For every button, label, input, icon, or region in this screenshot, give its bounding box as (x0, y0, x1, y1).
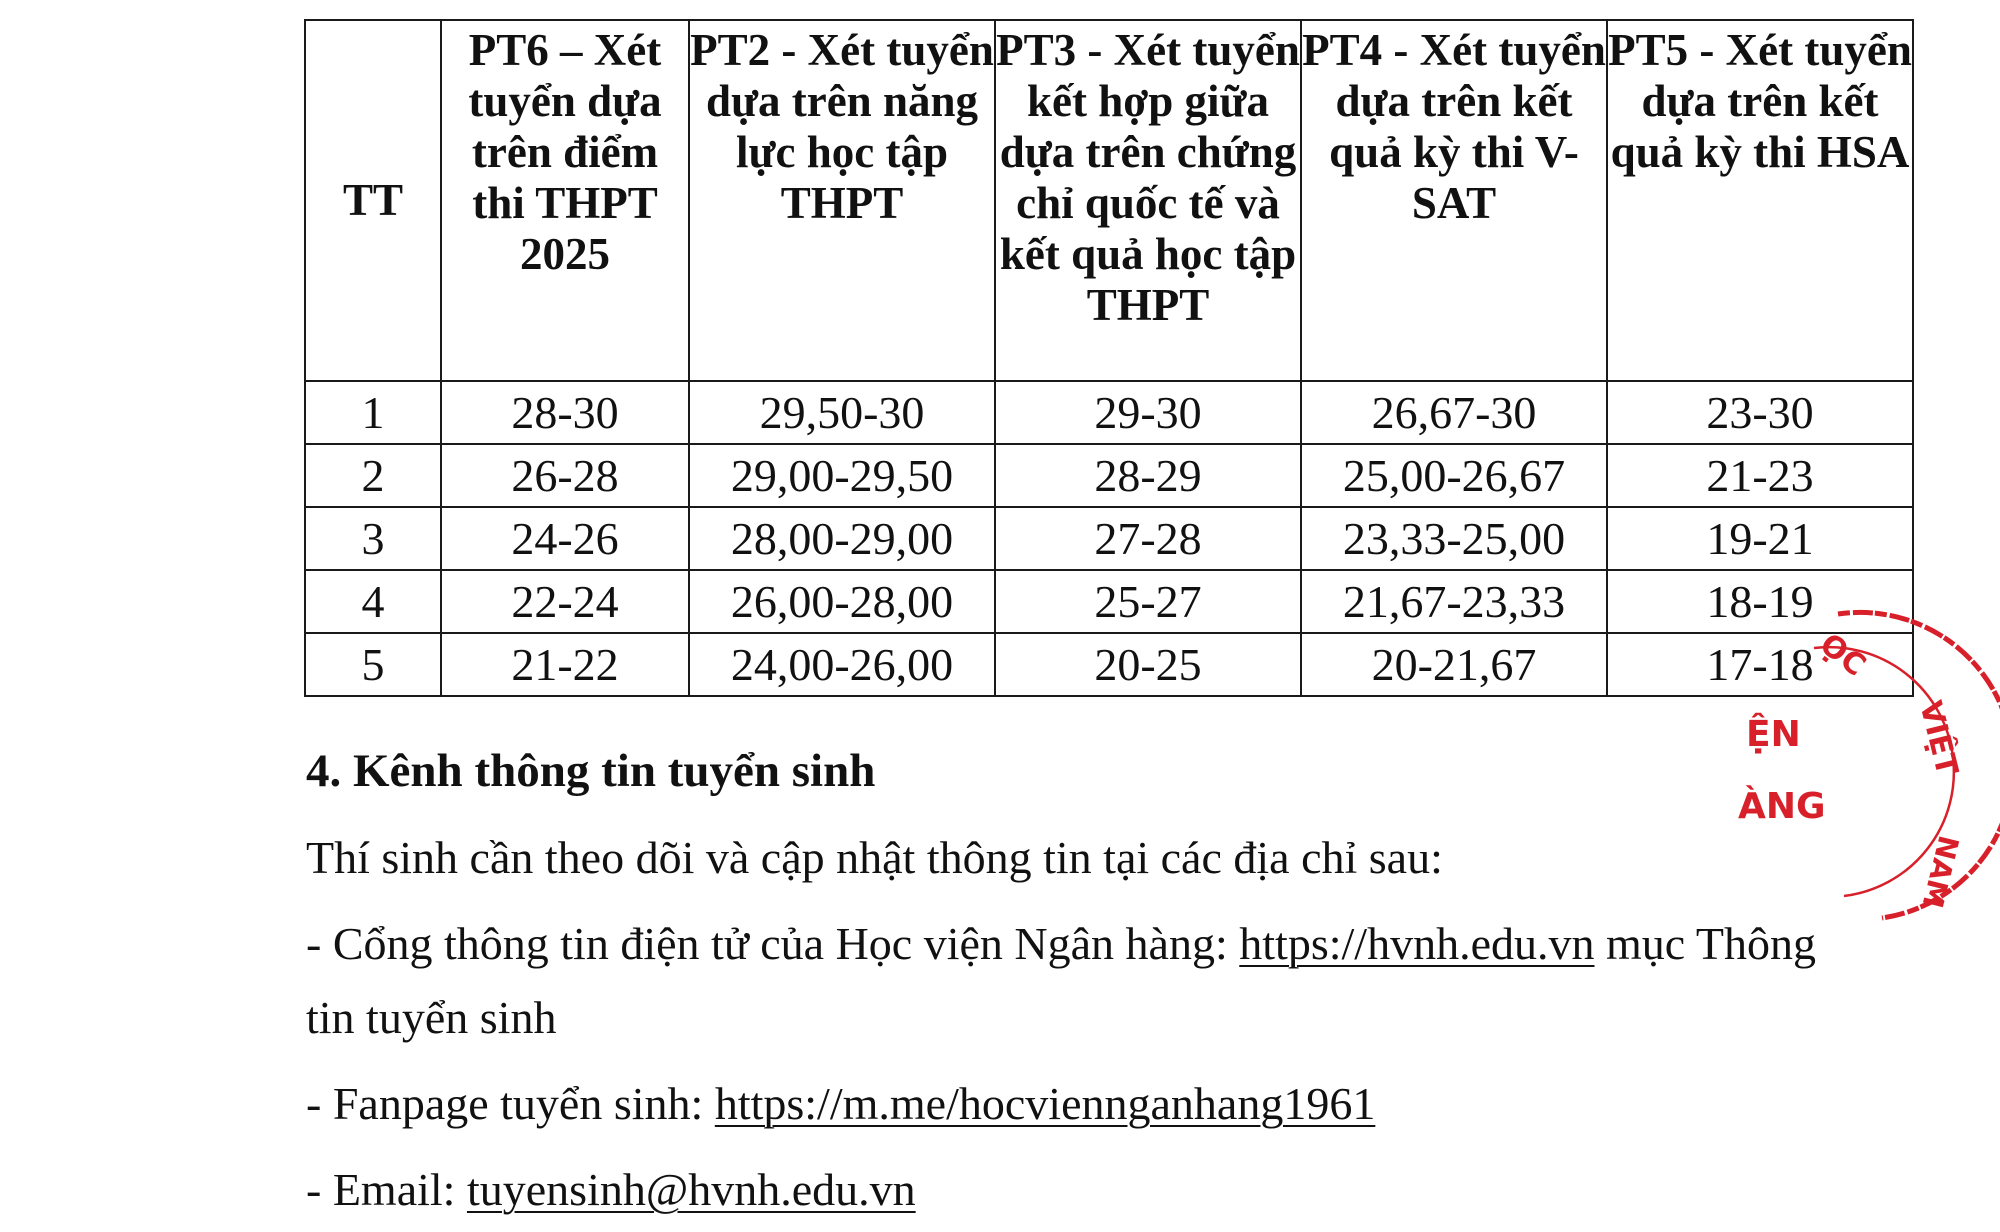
email-prefix: - Email: (306, 1164, 467, 1215)
cell-pt3: 27-28 (995, 507, 1301, 570)
svg-text:NAM: NAM (1915, 832, 1966, 912)
table-row (305, 444, 1913, 507)
cell-pt4: 20-21,67 (1301, 633, 1607, 696)
cell-pt4: 23,33-25,00 (1301, 507, 1607, 570)
fanpage-link[interactable]: https://m.me/hocviennganhang1961 (714, 1078, 1376, 1129)
svg-text:ÀNG: ÀNG (1738, 786, 1826, 827)
email-link[interactable]: tuyensinh@hvnh.edu.vn (466, 1164, 916, 1215)
intro-paragraph: Thí sinh cần theo dõi và cập nhật thông tin tại các địa chỉ sau: (306, 832, 1443, 883)
cell-tt: 1 (305, 381, 441, 444)
cell-pt5: 21-23 (1607, 444, 1913, 507)
header-pt6: PT6 – Xét tuyển dựa trên điểm thi THPT 2025 (441, 20, 689, 381)
fanpage-line (306, 1076, 1375, 1132)
portal-line-continued: tin tuyển sinh (306, 992, 557, 1043)
section-heading: 4. Kênh thông tin tuyển sinh (306, 745, 876, 797)
cell-pt3: 25-27 (995, 570, 1301, 633)
svg-text:ỆN: ỆN (1746, 714, 1801, 755)
cell-pt2: 26,00-28,00 (689, 570, 995, 633)
cell-pt5: 17-18 (1607, 633, 1913, 696)
portal-link[interactable]: https://hvnh.edu.vn (1239, 918, 1595, 969)
cell-pt6: 21-22 (441, 633, 689, 696)
table-row (305, 507, 1913, 570)
header-pt2: PT2 - Xét tuyển dựa trên năng lực học tập THPT (689, 20, 995, 381)
email-line (306, 1162, 916, 1218)
cell-pt6: 24-26 (441, 507, 689, 570)
svg-text:VIỆT: VIỆT (1912, 697, 1965, 780)
header-tt: TT (305, 20, 441, 381)
table-row (305, 381, 1913, 444)
score-conversion-table (304, 19, 1914, 697)
cell-pt3: 28-29 (995, 444, 1301, 507)
cell-pt4: 21,67-23,33 (1301, 570, 1607, 633)
fanpage-prefix: - Fanpage tuyển sinh: (306, 1078, 715, 1129)
header-pt5: PT5 - Xét tuyển dựa trên kết quả kỳ thi HSA (1607, 20, 1913, 381)
cell-tt: 4 (305, 570, 441, 633)
cell-pt2: 28,00-29,00 (689, 507, 995, 570)
cell-pt6: 22-24 (441, 570, 689, 633)
cell-pt4: 26,67-30 (1301, 381, 1607, 444)
portal-suffix: mục Thông (1594, 918, 1816, 969)
cell-tt: 3 (305, 507, 441, 570)
table-row (305, 633, 1913, 696)
portal-line (306, 916, 1816, 972)
cell-pt5: 23-30 (1607, 381, 1913, 444)
portal-prefix: - Cổng thông tin điện tử của Học viện Ngân hàng: (306, 918, 1240, 969)
cell-tt: 2 (305, 444, 441, 507)
svg-text:ỌC: ỌC (1813, 626, 1873, 684)
cell-pt4: 25,00-26,67 (1301, 444, 1607, 507)
table-header-row (305, 20, 1913, 381)
cell-tt: 5 (305, 633, 441, 696)
header-pt4: PT4 - Xét tuyển dựa trên kết quả kỳ thi V-SAT (1301, 20, 1607, 381)
cell-pt3: 29-30 (995, 381, 1301, 444)
cell-pt2: 24,00-26,00 (689, 633, 995, 696)
cell-pt6: 26-28 (441, 444, 689, 507)
cell-pt5: 18-19 (1607, 570, 1913, 633)
cell-pt2: 29,00-29,50 (689, 444, 995, 507)
cell-pt6: 28-30 (441, 381, 689, 444)
cell-pt3: 20-25 (995, 633, 1301, 696)
header-pt3: PT3 - Xét tuyển kết hợp giữa dựa trên chứng chỉ quốc tế và kết quả học tập THPT (995, 20, 1301, 381)
cell-pt5: 19-21 (1607, 507, 1913, 570)
cell-pt2: 29,50-30 (689, 381, 995, 444)
table-row (305, 570, 1913, 633)
